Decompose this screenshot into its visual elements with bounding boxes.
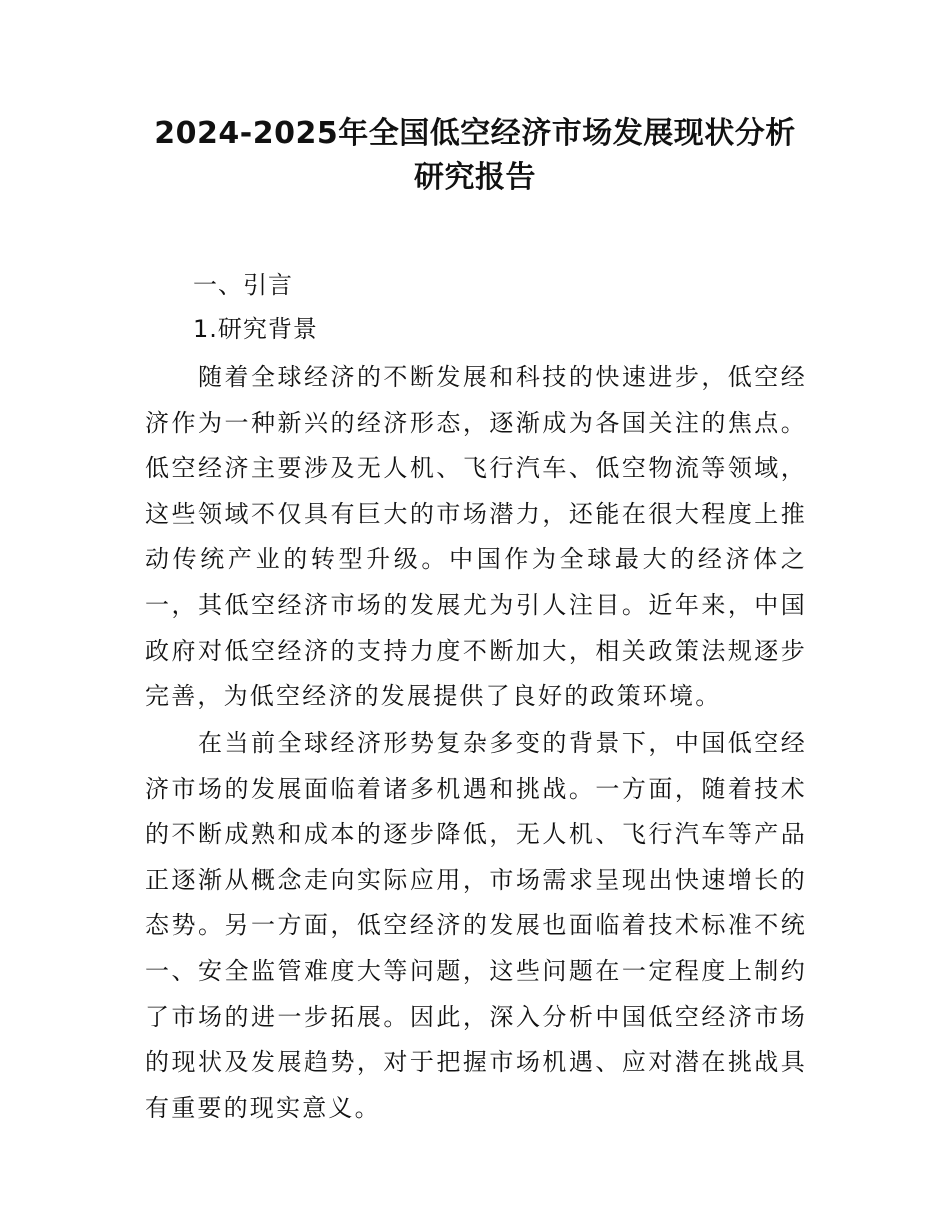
- document-title: 2024-2025年全国低空经济市场发展现状分析研究报告: [154, 116, 796, 195]
- paragraph-2: 在当前全球经济形势复杂多变的背景下，中国低空经济市场的发展面临着诸多机遇和挑战。一方面，随着技术的不断成熟和成本的逐步降低，无人机、飞行汽车等产品正逐渐从概念走向实际应用，市场需求呈现出快速增长的态势。另一方面，低空经济的发展也面临着技术标准不统一、安全监管难度大等问题，这些问题在一定程度上制约了市场的进一步拓展。因此，深入分析中国低空经济市场的现状及发展趋势，对于把握市场机遇、应对潜在挑战具有重要的现实意义。: [145, 729, 807, 1122]
- subsection-heading: 1.研究背景: [193, 315, 318, 343]
- section-heading: 一、引言: [193, 271, 293, 299]
- paragraph-1: 随着全球经济的不断发展和科技的快速进步，低空经济作为一种新兴的经济形态，逐渐成为各国关注的焦点。低空经济主要涉及无人机、飞行汽车、低空物流等领域，这些领域不仅具有巨大的市场潜力，还能在很大程度上推动传统产业的转型升级。中国作为全球最大的经济体之一，其低空经济市场的发展尤为引人注目。近年来，中国政府对低空经济的支持力度不断加大，相关政策法规逐步完善，为低空经济的发展提供了良好的政策环境。: [145, 363, 807, 711]
